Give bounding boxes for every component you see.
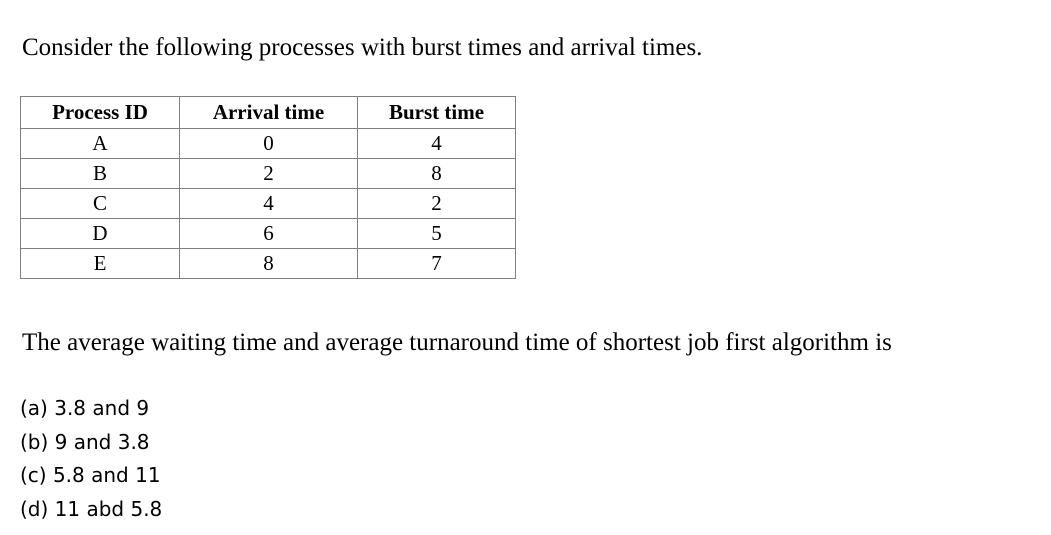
option-c: (c) 5.8 and 11 (20, 463, 161, 487)
cell-process-id: B (21, 159, 180, 189)
cell-arrival-time: 0 (180, 129, 358, 159)
header-arrival-time: Arrival time (180, 97, 358, 129)
table-header-row (21, 97, 516, 129)
option-d: (d) 11 abd 5.8 (20, 496, 163, 521)
cell-arrival-time: 2 (180, 159, 358, 189)
cell-process-id: A (21, 129, 180, 159)
table-row (21, 159, 516, 189)
cell-burst-time: 7 (358, 249, 516, 279)
question-text: The average waiting time and average turnaround time of shortest job first algorithm is (22, 329, 892, 356)
option-a: (a) 3.8 and 9 (20, 396, 150, 420)
header-burst-time: Burst time (358, 97, 516, 129)
cell-burst-time: 5 (358, 219, 516, 249)
table-row (21, 249, 516, 279)
cell-arrival-time: 4 (180, 189, 358, 219)
table-row (21, 189, 516, 219)
cell-process-id: E (21, 249, 180, 279)
option-b: (b) 9 and 3.8 (20, 429, 150, 454)
process-table (20, 96, 516, 279)
cell-burst-time: 4 (358, 129, 516, 159)
table-row (21, 219, 516, 249)
cell-arrival-time: 6 (180, 219, 358, 249)
table-row (21, 129, 516, 159)
header-process-id: Process ID (21, 97, 180, 129)
cell-arrival-time: 8 (180, 249, 358, 279)
cell-burst-time: 8 (358, 159, 516, 189)
cell-process-id: C (21, 189, 180, 219)
answer-options (20, 392, 162, 526)
intro-text: Consider the following processes with burst times and arrival times. (22, 34, 703, 61)
cell-process-id: D (21, 219, 180, 249)
cell-burst-time: 2 (358, 189, 516, 219)
